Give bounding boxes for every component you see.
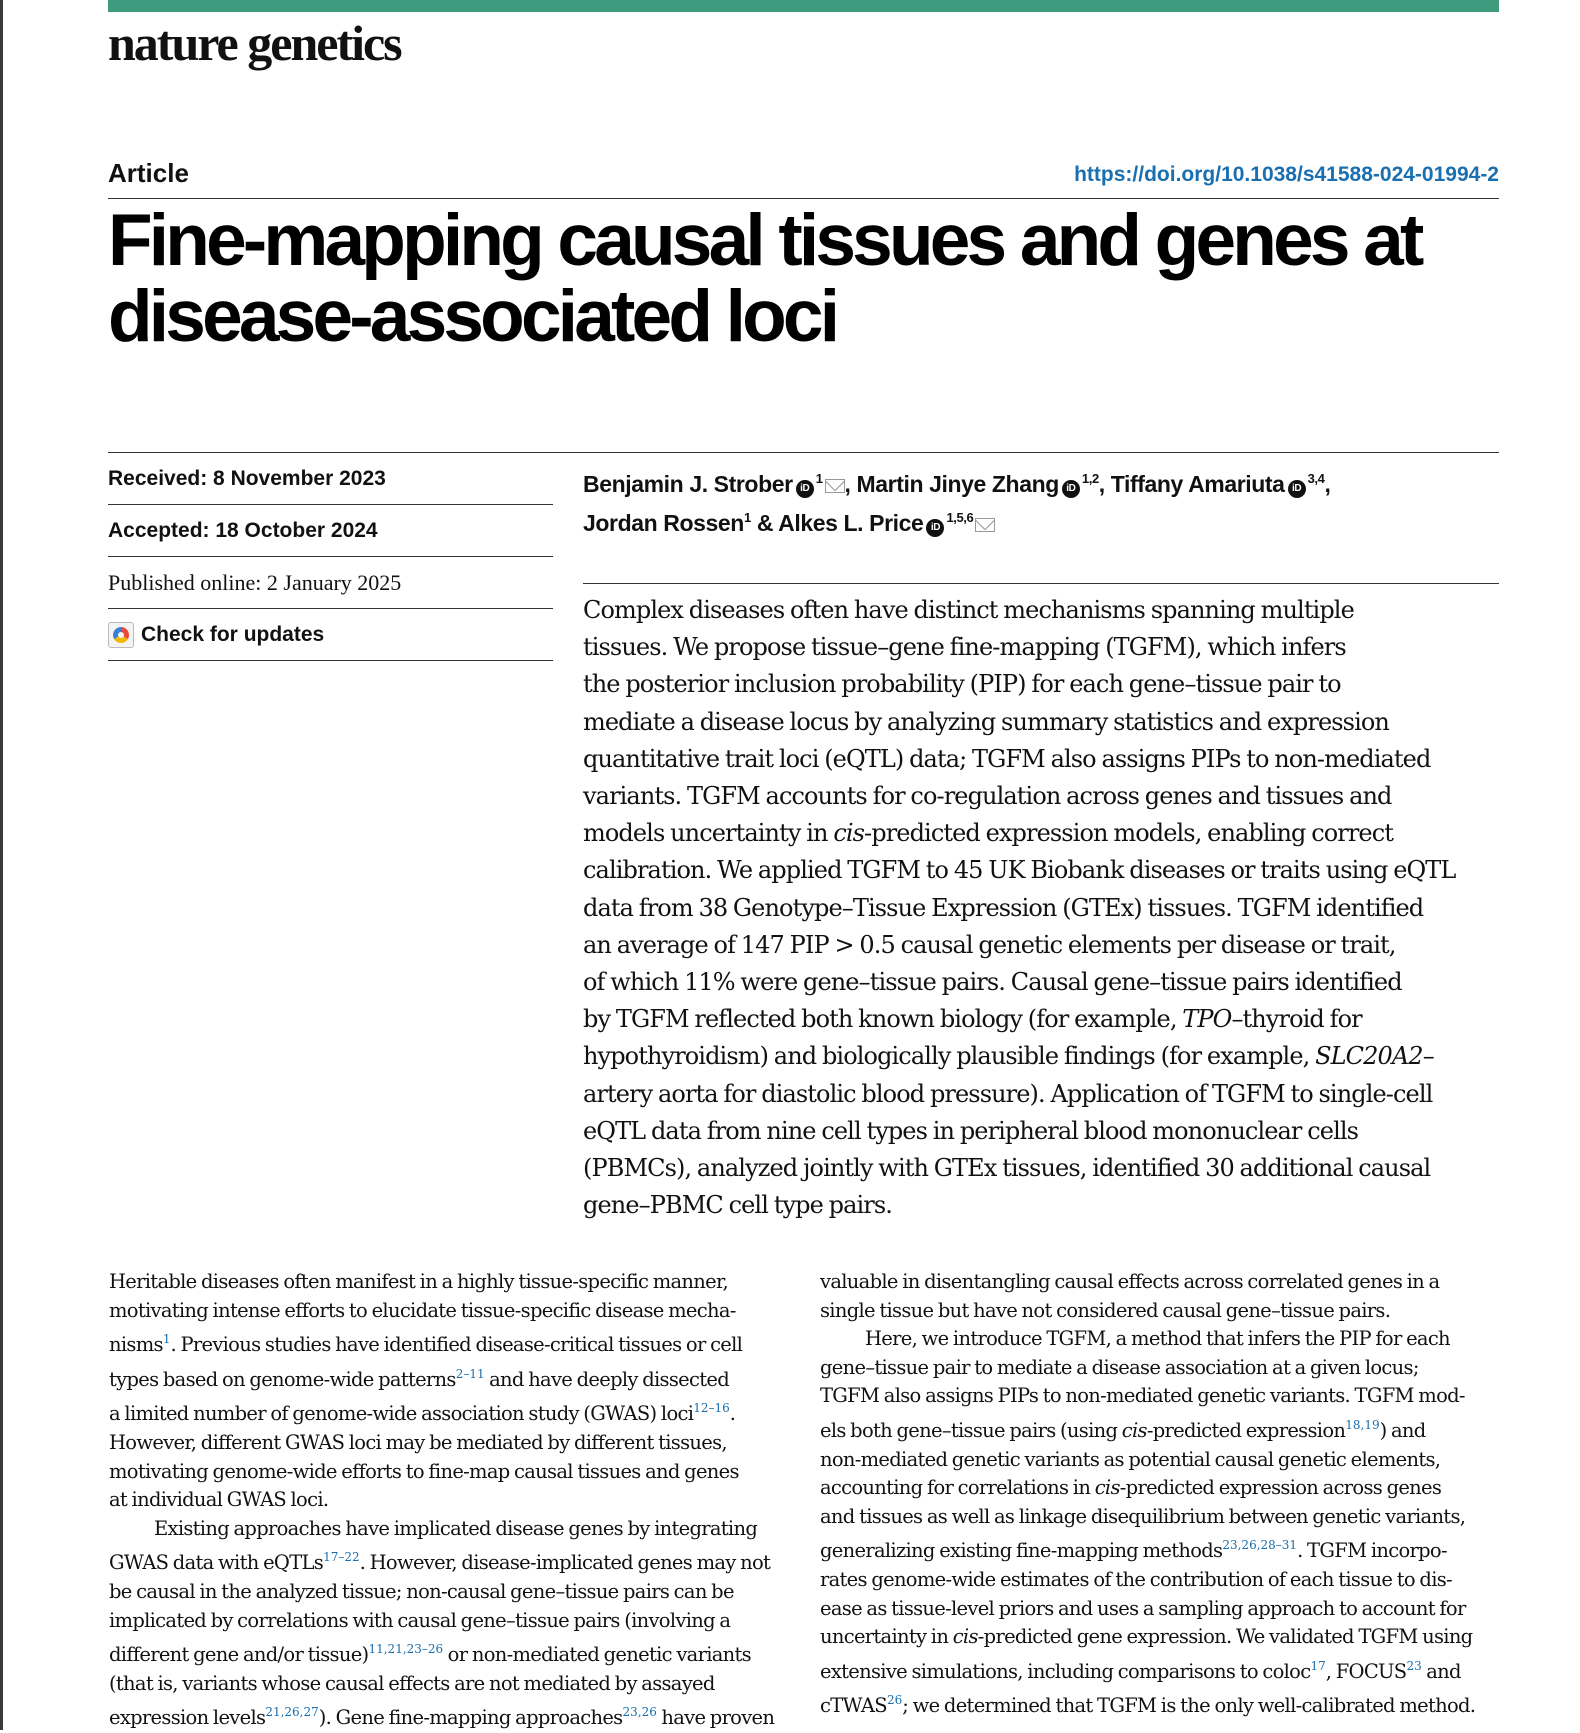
orcid-icon[interactable]: iD [926,519,944,537]
body-line: motivating genome-wide efforts to fine-map causal tissues and genes [109,1459,739,1483]
body-line: GWAS data with eQTLs$^{17-22}$. However, disease-implicated genes may not [109,1550,771,1575]
citation-link[interactable]: 1 [162,1332,171,1347]
citation-link[interactable]: 12–16 [693,1401,730,1416]
header-rule [108,198,1499,199]
abstract-rule [583,583,1499,584]
check-updates-label: Check for updates [141,622,325,646]
article-history [108,453,553,661]
body-line: valuable in disentangling causal effects across correlated genes in a [820,1270,1440,1293]
abstract-line: calibration. We applied TGFM to 45 UK Biobank diseases or traits using eQTL [583,856,1456,885]
body-line: Heritable diseases often manifest in a highly tissue-specific manner, [109,1270,728,1293]
mail-icon[interactable] [825,479,845,493]
body-line: Existing approaches have implicated disease genes by integrating [154,1516,758,1540]
abstract-line: gene–PBMC cell type pairs. [583,1191,892,1220]
abstract-line: data from 38 Genotype–Tissue Expression (GTEx) tissues. TGFM identified [583,893,1424,922]
published-date: Published online: 2 January 2025 [108,557,553,609]
body-line: Here, we introduce TGFM, a method that infers the PIP for each [865,1327,1450,1351]
mail-icon[interactable] [975,518,995,532]
orcid-icon[interactable]: iD [796,480,814,498]
journal-color-band [108,0,1499,12]
abstract-line: an average of 147 PIP > 0.5 causal genetic elements per disease or trait, [583,930,1396,959]
body-line: non-mediated genetic variants as potential causal genetic elements, [820,1447,1441,1471]
abstract-line: quantitative trait loci (eQTL) data; TGFM also assigns PIPs to non-mediated [583,744,1431,773]
abstract-line: of which 11% were gene–tissue pairs. Causal gene–tissue pairs identified [583,968,1402,997]
author-name[interactable]: Benjamin J. Strober [583,471,793,497]
title-line: disease-associated loci [108,276,837,357]
body-column-right [820,1268,1500,1721]
citation-link[interactable]: 21,26,27 [265,1705,319,1720]
affiliation-sup: 1 [743,510,751,525]
body-line: (that is, variants whose causal effects are not mediated by assayed [109,1671,715,1695]
affiliation-sup: 1,5,6 [946,510,974,525]
body-line: and tissues as well as linkage disequilibrium between genetic variants, [820,1504,1466,1528]
affiliation-sup: 1 [815,471,823,486]
citation-link[interactable]: 23,26 [622,1705,657,1720]
abstract-line: eQTL data from nine cell types in peripheral blood mononuclear cells [583,1116,1359,1145]
body-line: ease as tissue-level priors and uses a sampling approach to account for [820,1596,1466,1620]
body-line: extensive simulations, including comparisons to coloc$^{17}$, FOCUS$^{23}$ and [820,1658,1461,1683]
abstract-line: by TGFM reflected both known biology (for example, TPO–thyroid for [583,1005,1362,1034]
citation-link[interactable]: 17–22 [323,1550,360,1565]
abstract-line: tissues. We propose tissue–gene fine-mapping (TGFM), which infers [583,633,1346,662]
abstract-line: variants. TGFM accounts for co-regulation across genes and tissues and [583,782,1392,811]
abstract [583,592,1499,1224]
affiliation-sup: 1,2 [1081,471,1099,486]
received-date: Received: 8 November 2023 [108,453,553,505]
abstract-line: (PBMCs), analyzed jointly with GTEx tissues, identified 30 additional causal [583,1154,1431,1183]
article-title [108,200,1499,357]
accepted-date: Accepted: 18 October 2024 [108,505,553,557]
body-line: a limited number of genome-wide association study (GWAS) loci$^{12-16}$. [109,1401,736,1426]
body-line: different gene and/or tissue)$^{11,21,23-26}$ or non-mediated genetic variants [109,1642,751,1667]
body-line: TGFM also assigns PIPs to non-mediated genetic variants. TGFM mod- [820,1384,1465,1408]
abstract-line: the posterior inclusion probability (PIP) for each gene–tissue pair to [583,670,1341,699]
citation-link[interactable]: 2–11 [455,1366,485,1381]
body-line: uncertainty in cis-predicted gene expression. We validated TGFM using [820,1625,1473,1649]
body-line: els both gene–tissue pairs (using cis-predicted expression$^{18,19}$) and [820,1417,1426,1442]
body-line: gene–tissue pair to mediate a disease association at a given locus; [820,1355,1419,1379]
author-name[interactable]: Tiffany Amariuta [1110,471,1285,497]
body-line: types based on genome-wide patterns$^{2-11}$ and have deeply dissected [109,1366,729,1391]
orcid-icon[interactable]: iD [1288,480,1306,498]
check-updates-icon [108,622,134,648]
body-line: motivating intense efforts to elucidate tissue-specific disease mecha- [109,1298,736,1322]
body-line: cTWAS$^{26}$; we determined that TGFM is the only well-calibrated method. [820,1693,1476,1718]
citation-link[interactable]: 26 [886,1693,903,1708]
title-line: Fine-mapping causal tissues and genes at [108,200,1421,281]
body-line: implicated by correlations with causal gene–tissue pairs (involving a [109,1608,731,1632]
author-name[interactable]: Martin Jinye Zhang [856,471,1059,497]
author-name[interactable]: Alkes L. Price [778,510,924,536]
citation-link[interactable]: 11,21,23–26 [368,1642,444,1657]
author-name[interactable]: Jordan Rossen [583,510,744,536]
citation-link[interactable]: 18,19 [1345,1417,1380,1432]
body-line: nisms$^1$. Previous studies have identified disease-critical tissues or cell [109,1332,743,1357]
body-line: However, different GWAS loci may be mediated by different tissues, [109,1430,727,1454]
citation-link[interactable]: 17 [1310,1658,1326,1673]
citation-link[interactable]: 23 [1406,1658,1422,1673]
body-line: expression levels$^{21,26,27}$). Gene fine-mapping approaches$^{23,26}$ have proven [109,1705,775,1730]
body-line: be causal in the analyzed tissue; non-causal gene–tissue pairs can be [109,1579,734,1603]
body-line: accounting for correlations in cis-predicted expression across genes [820,1476,1442,1500]
affiliation-sup: 3,4 [1307,471,1325,486]
article-type: Article [108,158,189,188]
body-line: at individual GWAS loci. [109,1488,329,1512]
abstract-line: models uncertainty in cis-predicted expression models, enabling correct [583,819,1394,848]
citation-link[interactable]: 23,26,28–31 [1222,1538,1298,1553]
author-list: Benjamin J. Strober $iD^1$ , Martin Jinye Zhang iD$^{1,2}$, Tiffany Amariuta iD$^{3,4}$, Jordan Rossen$^1$ & Alkes L. Price iD$^{1,5,6}$ [583,471,1331,536]
window-edge [0,0,3,1730]
abstract-line: mediate a disease locus by analyzing summary statistics and expression [583,707,1389,736]
author-conjunction: & [756,510,774,536]
check-updates-button[interactable] [108,609,553,661]
abstract-line: hypothyroidism) and biologically plausible findings (for example, SLC20A2– [583,1042,1434,1071]
body-line: generalizing existing fine-mapping methods$^{23,26,28-31}$. TGFM incorpo- [820,1538,1447,1563]
orcid-icon[interactable]: iD [1062,480,1080,498]
abstract-line: Complex diseases often have distinct mechanisms spanning multiple [583,596,1354,624]
abstract-line: artery aorta for diastolic blood pressure). Application of TGFM to single-cell [583,1079,1433,1108]
body-line: rates genome-wide estimates of the contribution of each tissue to dis- [820,1567,1452,1591]
doi-link[interactable]: https://doi.org/10.1038/s41588-024-01994-2 [1074,163,1499,186]
body-column-left [109,1268,789,1733]
journal-name: nature genetics [108,15,401,71]
body-line: single tissue but have not considered causal gene–tissue pairs. [820,1298,1391,1322]
